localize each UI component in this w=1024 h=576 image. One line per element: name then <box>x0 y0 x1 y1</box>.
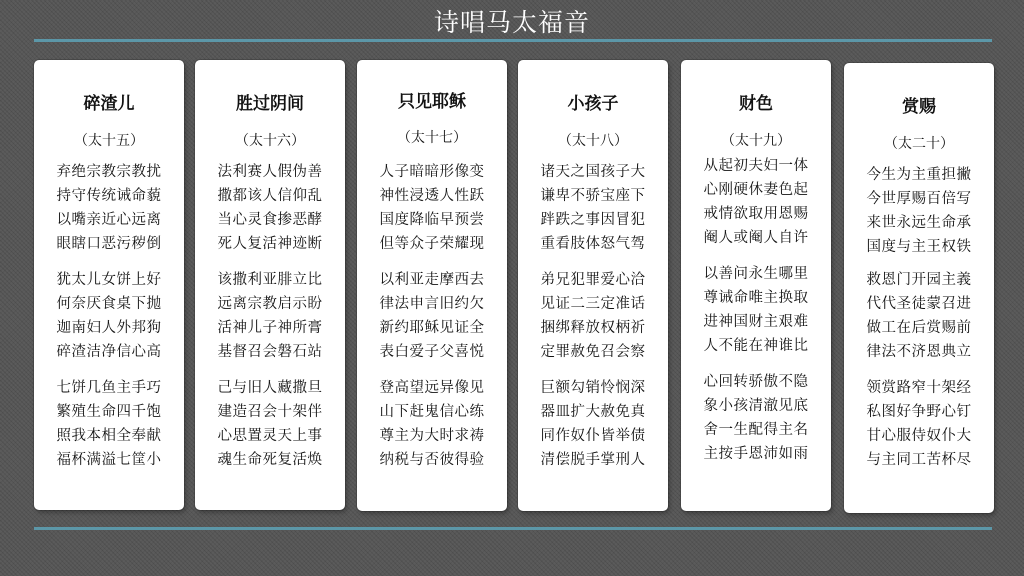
poem-line: 持守传统诫命藐 <box>56 188 162 204</box>
poem-line: 与主同工苦杯尽 <box>866 452 972 468</box>
bottom-divider <box>34 527 992 530</box>
poem-line: 纳税与否彼得验 <box>379 452 485 468</box>
poem-chapter: （太二十） <box>884 136 954 152</box>
poem-line: 弟兄犯罪爱心洽 <box>540 272 646 288</box>
poem-chapter: （太十八） <box>558 133 628 149</box>
poem-line: 魂生命死复活焕 <box>217 452 323 468</box>
poem-line: 跘跌之事因冒犯 <box>540 212 646 228</box>
poem-line: 来世永远生命承 <box>866 215 972 231</box>
poem-card <box>681 60 831 511</box>
poem-line: 活神儿子神所膏 <box>217 320 323 336</box>
poem-line: 表白爱子父喜悦 <box>379 344 485 360</box>
poem-line: 国度与主王权铁 <box>866 239 972 255</box>
poem-line: 清偿脱手掌刑人 <box>540 452 646 468</box>
poem-line: 己与旧人藏撒旦 <box>217 380 323 396</box>
poem-line: 同作奴仆皆举债 <box>540 428 646 444</box>
poem-line: 舍一生配得主名 <box>703 422 809 438</box>
poem-stanza <box>844 376 994 472</box>
poem-line: 人不能在神谁比 <box>703 338 809 354</box>
poem-line: 诸天之国孩子大 <box>540 164 646 180</box>
poem-stanza <box>518 268 668 364</box>
poem-stanza <box>34 376 184 472</box>
poem-line: 重看肢体怒气驾 <box>540 236 646 252</box>
poem-stanza <box>518 160 668 256</box>
poem-card <box>844 63 994 513</box>
poem-line: 今生为主重担撇 <box>866 167 972 183</box>
poem-stanza <box>195 160 345 256</box>
poem-title: 胜过阴间 <box>236 94 304 114</box>
poem-line: 山下赶鬼信心练 <box>379 404 485 420</box>
poem-stanza <box>357 160 507 256</box>
poem-line: 以嘴亲近心远离 <box>56 212 162 228</box>
poem-line: 当心灵食掺恶酵 <box>217 212 323 228</box>
poem-line: 今世厚赐百倍写 <box>866 191 972 207</box>
poem-line: 弃绝宗教宗教扰 <box>56 164 162 180</box>
poem-title: 碎渣儿 <box>83 94 135 114</box>
poem-stanza <box>34 268 184 364</box>
poem-title: 财色 <box>739 94 773 114</box>
poem-stanza <box>518 376 668 472</box>
poem-line: 以利亚走摩西去 <box>379 272 485 288</box>
poem-card <box>357 60 507 511</box>
poem-line: 该撒利亚腓立比 <box>217 272 323 288</box>
poem-title: 赏赐 <box>902 97 936 117</box>
poem-title: 小孩子 <box>567 94 619 114</box>
poem-stanza <box>681 262 831 358</box>
poem-line: 但等众子荣耀现 <box>379 236 485 252</box>
poem-line: 领赏路窄十架经 <box>866 380 972 396</box>
poem-stanza <box>195 376 345 472</box>
poem-line: 从起初夫妇一体 <box>703 158 809 174</box>
poem-line: 建造召会十架伴 <box>217 404 323 420</box>
poem-card <box>195 60 345 510</box>
poem-line: 撒都该人信仰乱 <box>217 188 323 204</box>
poem-title: 只见耶稣 <box>398 92 466 112</box>
poem-line: 神性浸透人性跃 <box>379 188 485 204</box>
poem-line: 器皿扩大赦免真 <box>540 404 646 420</box>
poem-line: 象小孩清澈见底 <box>703 398 809 414</box>
poem-line: 戒情欲取用恩赐 <box>703 206 809 222</box>
poem-line: 巨额勾销怜悯深 <box>540 380 646 396</box>
poem-line: 律法申言旧约欠 <box>379 296 485 312</box>
poem-chapter: （太十五） <box>74 133 144 149</box>
poem-chapter: （太十七） <box>397 130 467 146</box>
poem-line: 见证二三定准话 <box>540 296 646 312</box>
poem-line: 迦南妇人外邦狗 <box>56 320 162 336</box>
poem-line: 眼瞎口恶污秽倒 <box>56 236 162 252</box>
poem-line: 心思置灵天上事 <box>217 428 323 444</box>
poem-line: 定罪赦免召会察 <box>540 344 646 360</box>
poem-stanza <box>357 376 507 472</box>
poem-line: 阉人或阉人自许 <box>703 230 809 246</box>
page-title: 诗唱马太福音 <box>433 8 590 37</box>
poem-line: 新约耶稣见证全 <box>379 320 485 336</box>
poem-chapter: （太十九） <box>721 133 791 149</box>
poem-line: 进神国财主艰难 <box>703 314 809 330</box>
poem-line: 以善问永生哪里 <box>703 266 809 282</box>
poem-stanza <box>844 268 994 364</box>
poem-line: 心刚硬休妻色起 <box>703 182 809 198</box>
poem-line: 甘心服侍奴仆大 <box>866 428 972 444</box>
poem-line: 碎渣洁净信心高 <box>56 344 162 360</box>
poem-stanza <box>681 154 831 250</box>
poem-stanza <box>844 163 994 259</box>
poem-stanza <box>34 160 184 256</box>
poem-line: 人子暗暗形像变 <box>379 164 485 180</box>
poem-line: 何奈厌食桌下抛 <box>56 296 162 312</box>
poem-chapter: （太十六） <box>235 133 305 149</box>
poem-line: 死人复活神迹断 <box>217 236 323 252</box>
poem-line: 救恩门开园主義 <box>866 272 972 288</box>
poem-line: 谦卑不骄宝座下 <box>540 188 646 204</box>
poem-card <box>518 60 668 511</box>
poem-stanza <box>681 370 831 466</box>
poem-line: 繁殖生命四千饱 <box>56 404 162 420</box>
poem-line: 尊诫命唯主换取 <box>703 290 809 306</box>
poem-card <box>34 60 184 510</box>
poem-line: 主按手恩沛如雨 <box>703 446 809 462</box>
poem-line: 心回转骄傲不隐 <box>703 374 809 390</box>
poem-line: 犹太儿女饼上好 <box>56 272 162 288</box>
poem-line: 法利赛人假伪善 <box>217 164 323 180</box>
poem-line: 做工在后赏赐前 <box>866 320 972 336</box>
poem-line: 尊主为大时求祷 <box>379 428 485 444</box>
poem-stanza <box>195 268 345 364</box>
poem-line: 代代圣徒蒙召进 <box>866 296 972 312</box>
poem-line: 登高望远异像见 <box>379 380 485 396</box>
poem-line: 律法不济恩典立 <box>866 344 972 360</box>
poem-line: 私图好争野心钉 <box>866 404 972 420</box>
poem-line: 远离宗教启示盼 <box>217 296 323 312</box>
poem-line: 七饼几鱼主手巧 <box>56 380 162 396</box>
poem-line: 基督召会磐石站 <box>217 344 323 360</box>
poem-line: 捆绑释放权柄祈 <box>540 320 646 336</box>
poem-stanza <box>357 268 507 364</box>
poem-line: 国度降临早预尝 <box>379 212 485 228</box>
poem-line: 福杯满溢七筐小 <box>56 452 162 468</box>
poem-line: 照我本相全奉献 <box>56 428 162 444</box>
